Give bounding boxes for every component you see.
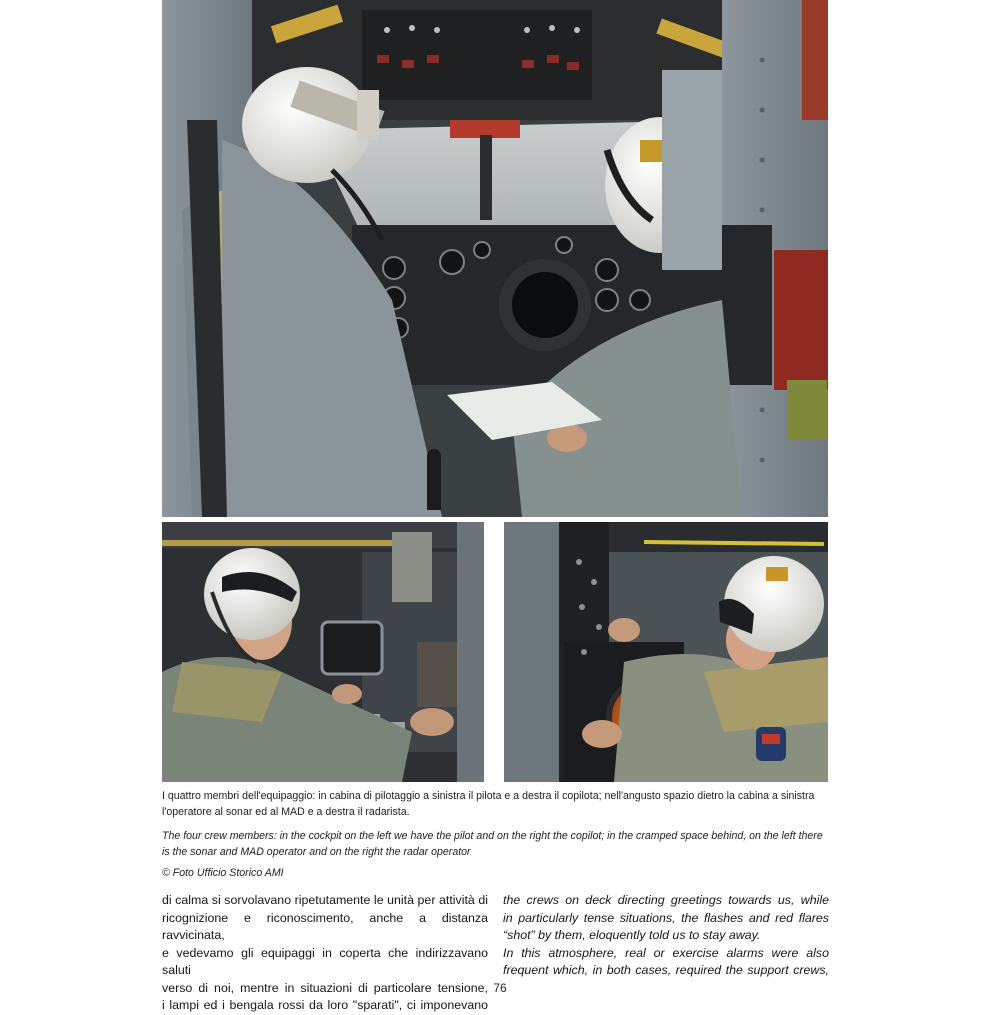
- body-line: in particularly tense situations, the flashes and red flares: [503, 910, 829, 925]
- page-number: 76: [493, 981, 507, 995]
- cockpit-photo: [162, 0, 828, 517]
- body-line: “shot” by them, eloquently told us to stay away.: [503, 928, 761, 942]
- body-line: the crews on deck directing greetings towards us, while: [503, 893, 829, 907]
- body-column-italian: [162, 892, 488, 1015]
- caption-english: The four crew members: in the cockpit on the left we have the pilot and on the right the copilot; in the cramped space behind, on the left there is the sonar and MAD operator and on the right the radar operator: [162, 830, 823, 858]
- body-line: di calma si sorvolavano ripetutamente le unità per attività di: [162, 893, 488, 907]
- body-line: In this atmosphere, real or exercise alarms were also: [503, 945, 829, 960]
- sonar-operator-photo: [162, 522, 484, 782]
- body-column-english: [503, 892, 829, 980]
- body-line: e vedevamo gli equipaggi in coperta che indirizzavano saluti: [162, 945, 488, 977]
- radar-operator-photo-image: [504, 522, 828, 782]
- body-line: ricognizione e riconoscimento, anche a distanza ravvicinata,: [162, 910, 488, 942]
- body-line: frequent which, in both cases, required the support crews,: [503, 963, 829, 977]
- photo-credit: © Foto Ufficio Storico AMI: [162, 867, 284, 879]
- body-line: verso di noi, mentre in situazioni di particolare tensione,: [162, 980, 488, 995]
- body-line: i lampi ed i bengala rossi da loro "sparati", ci imponevano: [162, 998, 488, 1012]
- radar-operator-photo: [504, 522, 828, 782]
- sonar-operator-photo-image: [162, 522, 484, 782]
- caption-italian: I quattro membri dell'equipaggio: in cabina di pilotaggio a sinistra il pilota e a destra il copilota; nell'angusto spazio dietro la cabina a sinistra l'operatore al sonar ed al MAD e a destra il radarista.: [162, 790, 815, 818]
- cockpit-photo-image: [162, 0, 828, 517]
